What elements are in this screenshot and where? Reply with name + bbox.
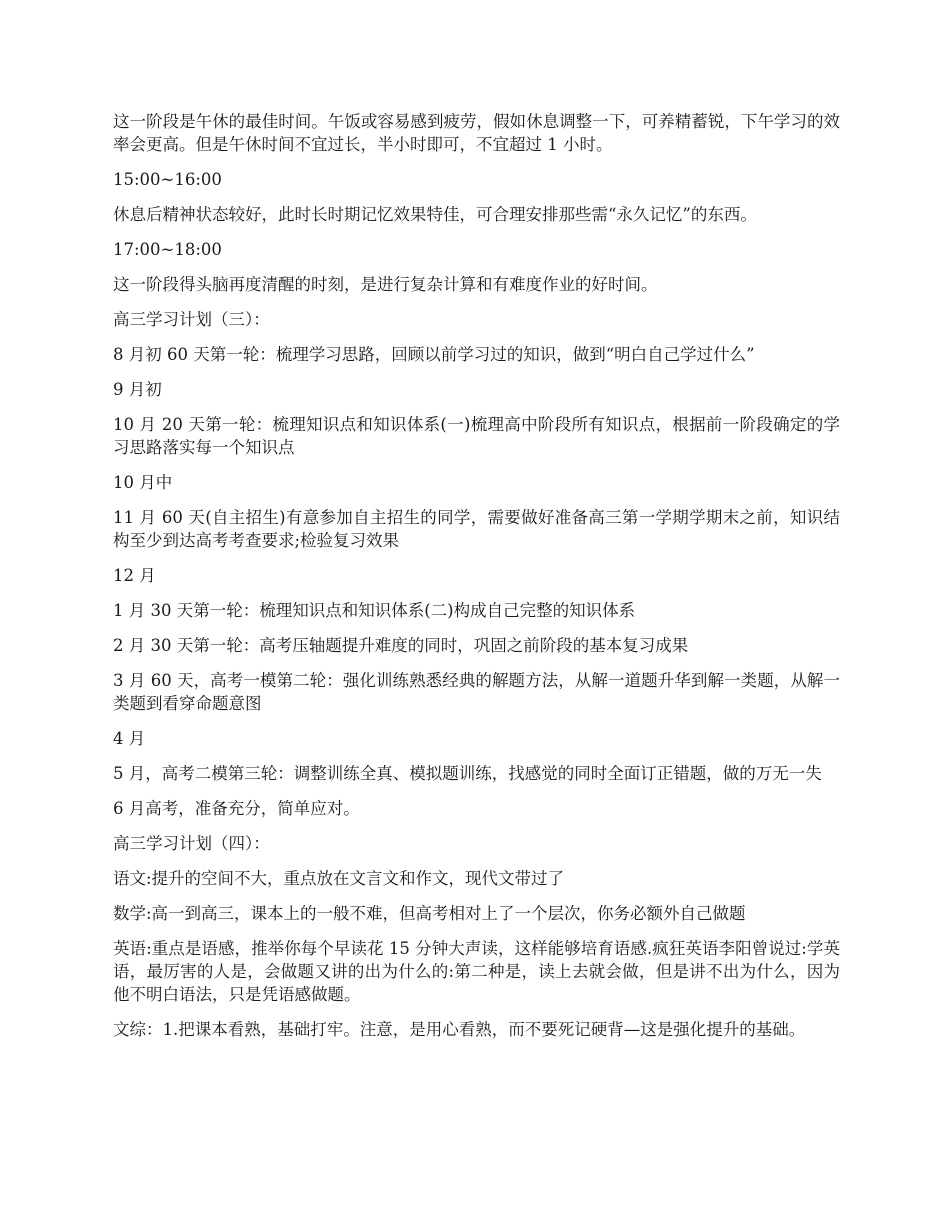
plan-item-mid-october: 10 月中 (113, 473, 173, 492)
plan-item-september: 9 月初 (113, 380, 162, 399)
paragraph-long-term-memory: 休息后精神状态较好，此时长时期记忆效果特佳，可合理安排那些需“永久记忆”的东西。 (113, 205, 757, 224)
plan-item-june: 6 月高考，准备充分，简单应对。 (113, 799, 360, 818)
plan-item-august: 8 月初 60 天第一轮：梳理学习思路，回顾以前学习过的知识，做到“明白自己学过什么” (113, 345, 755, 364)
plan-item-november: 11 月 60 天(自主招生)有意参加自主招生的同学，需要做好准备高三第一学期学期末之前，知识结构至少到达高考考查要求;检验复习效果 (113, 508, 840, 550)
time-heading-17-18: 17:00~18:00 (113, 240, 222, 259)
paragraph-noon-rest: 这一阶段是午休的最佳时间。午饭或容易感到疲劳，假如休息调整一下，可养精蓄锐，下午学习的效率会更高。但是午休时间不宜过长，半小时即可，不宜超过 1 小时。 (113, 112, 840, 154)
paragraph-complex-calculation: 这一阶段得头脑再度清醒的时刻，是进行复杂计算和有难度作业的好时间。 (113, 275, 658, 294)
plan-item-april: 4 月 (113, 729, 146, 748)
subject-english: 英语:重点是语感，推举你每个早读花 15 分钟大声读，这样能够培育语感.疯狂英语李阳曾说过:学英语，最厉害的人是，会做题又讲的出为什么的:第二种是，读上去就会做，但是讲不出为什么，因为他不明白语法，只是凭语感做题。 (113, 939, 840, 1004)
section-heading-plan-4: 高三学习计划（四）： (113, 834, 270, 853)
plan-item-february: 2 月 30 天第一轮：高考压轴题提升难度的同时，巩固之前阶段的基本复习成果 (113, 636, 689, 655)
plan-item-january: 1 月 30 天第一轮：梳理知识点和知识体系(二)构成自己完整的知识体系 (113, 601, 636, 620)
subject-chinese: 语文:提升的空间不大，重点放在文言文和作文，现代文带过了 (113, 869, 565, 888)
plan-item-december: 12 月 (113, 566, 156, 585)
plan-item-october: 10 月 20 天第一轮：梳理知识点和知识体系(一)梳理高中阶段所有知识点，根据前一阶段确定的学习思路落实每一个知识点 (113, 415, 840, 457)
subject-math: 数学:高一到高三，课本上的一般不难，但高考相对上了一个层次，你务必额外自己做题 (113, 904, 746, 923)
plan-item-march: 3 月 60 天，高考一模第二轮：强化训练熟悉经典的解题方法，从解一道题升华到解一类题，从解一类题到看穿命题意图 (113, 671, 840, 713)
plan-item-may: 5 月，高考二模第三轮：调整训练全真、模拟题训练，找感觉的同时全面订正错题，做的万无一失 (113, 764, 822, 783)
section-heading-plan-3: 高三学习计划（三）： (113, 310, 270, 329)
subject-liberal-arts: 文综：1.把课本看熟，基础打牢。注意，是用心看熟，而不要死记硬背—这是强化提升的基础。 (113, 1020, 806, 1039)
document-body (113, 110, 840, 1053)
time-heading-15-16: 15:00~16:00 (113, 170, 222, 189)
